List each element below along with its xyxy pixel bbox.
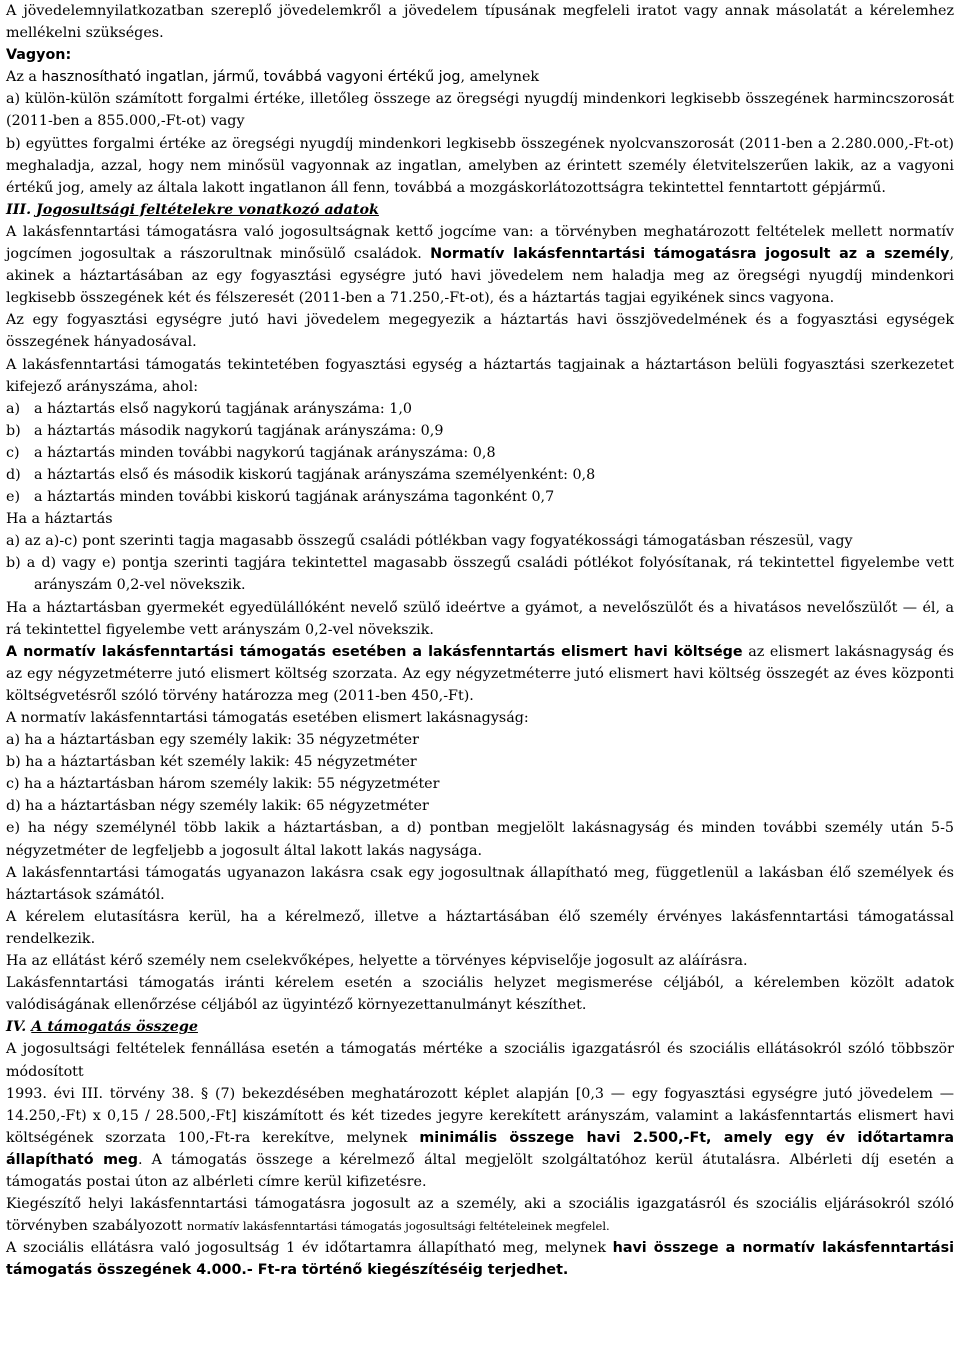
keplet-paragraph xyxy=(6,1083,954,1193)
kiegeszito-small-text: normatív lakásfenntartási támogatás jogosultsági feltételeinek megfelel. xyxy=(186,1219,610,1234)
havi-osszeg-emphasis: havi összege a normatív lakásfenntartási támogatás összegének 4.000.- Ft-ra történő kiegészítéséig terjedhet. xyxy=(6,1240,954,1279)
idotartam-paragraph xyxy=(6,1237,954,1281)
normativ-jogosult-emphasis: Normatív lakásfenntartási támogatásra jogosult az a személy xyxy=(430,246,950,263)
elismert-koltseg-emphasis: A normatív lakásfenntartási támogatás esetében a lakásfenntartás elismert havi költsége xyxy=(6,643,743,660)
intro-paragraph: A jövedelemnyilatkozatban szereplő jövedelemkről a jövedelem típusának megfeleli iratot vagy annak másolatát a kérelemhez mellékelni szükséges. xyxy=(6,3,954,42)
ratio-marker: b) xyxy=(6,422,21,439)
kornyezettanulmany-paragraph: Lakásfenntartási támogatás iránti kérelem esetén a szociális helyzet megismerése céljából, a kérelemben közölt adatok valódiságának ellenőrzése céljából az ügyintéző környezettanulmányt készíthet. xyxy=(6,975,954,1014)
vagyon-lead-a: Az a xyxy=(6,69,37,86)
vagyon-item-b: b) együttes forgalmi értéke az öregségi nyugdíj mindenkori legkisebb összegének nyolcvanszorosát (2011-ben a 2.280.000,-Ft-ot) meghaladja, azzal, hogy nem minősül vagyonnak az ingatlan, amelyben az érintett személy életvitelszerűen lakik, az a vagyoni értékű jog, amely az általa lakott ingatlanon áll fenn, továbbá a mozgáskorlátozottságra tekintettel fenntartott gépjármű. xyxy=(6,135,954,196)
size-item: b) ha a háztartásban két személy lakik: 45 négyzetméter xyxy=(6,754,417,771)
jogcim-paragraph xyxy=(6,221,954,309)
size-list xyxy=(6,729,954,862)
ha-haztartas: Ha a háztartás xyxy=(6,511,113,528)
elutasitas-paragraph: A kérelem elutasításra kerül, ha a kérelmező, illetve a háztartásában élő személy érvényes lakásfenntartási támogatással rendelkezik. xyxy=(6,908,954,947)
ratio-item xyxy=(6,398,954,420)
ratio-text: a háztartás minden további kiskorú tagjának arányszáma tagonként 0,7 xyxy=(34,489,555,506)
egyedulallo-paragraph: Ha a háztartásban gyermekét egyedülállóként nevelő szülő ideértve a gyámot, a nevelőszülőt és a hivatásos nevelőszülőt — él, a rá tekintettel figyelembe vett arányszám 0,2-vel növekszik. xyxy=(6,599,954,638)
fogyasztasi-egyseg-paragraph: Az egy fogyasztási egységre jutó havi jövedelem megegyezik a háztartás havi összjövedelmének és a fogyasztási egységek összegének hányadosával. xyxy=(6,312,954,351)
ratio-text: a háztartás első nagykorú tagjának arányszáma: 1,0 xyxy=(34,400,412,417)
ha-item-a: a) az a)-c) pont szerinti tagja magasabb összegű családi pótlékban vagy fogyatékossági támogatásban részesül, vagy xyxy=(6,533,853,550)
vagyon-lead-c: , amelynek xyxy=(460,69,540,86)
ratio-item xyxy=(6,420,954,442)
size-item: c) ha a háztartásban három személy lakik: 55 négyzetméter xyxy=(6,776,440,793)
normativ-jogosult-text: , akinek a háztartásában az egy fogyasztási egységre jutó havi jövedelem nem haladja meg az öregségi nyugdíj mindenkori legkisebb összegének két és félszeresét (2011-ben a 71.250,-Ft-ot), és a háztartás tagjai egyikének sincs vagyona. xyxy=(6,246,954,307)
ratio-marker: e) xyxy=(6,489,21,506)
section-iii-number: III. xyxy=(6,201,32,218)
section-iii-title: Jogosultsági feltételekre vonatkozó adatok xyxy=(36,201,379,218)
minimalis-osszeg-emphasis: minimális összege havi 2.500,-Ft, amely egy év időtartamra állapítható meg xyxy=(6,1129,954,1168)
size-item: d) ha a háztartásban négy személy lakik: 65 négyzetméter xyxy=(6,798,429,815)
elismert-koltseg-paragraph xyxy=(6,641,954,707)
vagyon-lead-b: hasznosítható ingatlan, jármű, továbbá vagyoni értékű jog xyxy=(41,69,461,86)
section-iv xyxy=(6,1016,954,1281)
section-iv-title: A támogatás összege xyxy=(31,1019,198,1036)
kiegeszito-paragraph xyxy=(6,1193,954,1237)
ratio-text: a háztartás minden további nagykorú tagjának arányszáma: 0,8 xyxy=(34,444,496,461)
atutalas-text: . A támogatás összege a kérelmező által megjelölt szolgáltatóhoz kerül átutalásra. Albérleti díj esetén a támogatás postai úton az albérleti címre kerül kifizetésre. xyxy=(6,1151,954,1190)
ratio-item xyxy=(6,486,954,508)
ha-item-b: b) a d) vagy e) pontja szerinti tagjára tekintettel magasabb összegű családi pótlékot folyósítanak, rá tekintettel figyelembe vett arányszám 0,2-vel növekszik. xyxy=(6,555,954,594)
egy-jogosult-paragraph: A lakásfenntartási támogatás ugyanazon lakásra csak egy jogosultnak állapítható meg, függetlenül a lakásban élő személyek és háztartások számától. xyxy=(6,864,954,903)
vagyon-section xyxy=(6,44,954,199)
ratio-text: a háztartás első és második kiskorú tagjának arányszáma személyenként: 0,8 xyxy=(34,466,596,483)
mertek-paragraph: A jogosultsági feltételek fennállása esetén a támogatás mértéke a szociális igazgatásról és szociális ellátásokról szóló többször módosított xyxy=(6,1041,954,1080)
kiegeszito-text: Kiegészítő helyi lakásfenntartási támogatásra jogosult az a személy, aki a szociális igazgatásról és szociális eljárásokról szóló törvényben szabályozott xyxy=(6,1196,954,1235)
ratio-marker: d) xyxy=(6,466,21,483)
ratio-list xyxy=(6,398,954,508)
section-iii xyxy=(6,199,954,1016)
jogcim-text: A lakásfenntartási támogatásra való jogosultságnak kettő jogcíme van: a törvényben meghatározott feltételek mellett normatív jogcímen jogosultak a rászorultnak minősülő családok. xyxy=(6,223,954,263)
vagyon-item-a: a) külön-külön számított forgalmi értéke, illetőleg összege az öregségi nyugdíj mindenkori legkisebb összegének harmincszorosát (2011-ben a 855.000,-Ft-ot) vagy xyxy=(6,91,954,130)
section-iv-number: IV. xyxy=(6,1019,27,1036)
ratio-marker: a) xyxy=(6,400,21,417)
ratio-item xyxy=(6,442,954,464)
elismert-koltseg-text: az elismert lakásnagyság és az egy négyzetméterre jutó elismert költség szorzata. Az egy négyzetméterre jutó elismert havi költség összegét az éves központi költségvetésről szóló törvény határozza meg (2011-ben 450,-Ft). xyxy=(6,643,954,704)
size-item: e) ha négy személynél több lakik a háztartásban, a d) pontban megjelölt lakásnagyság és minden további személy után 5-5 négyzetméter de legfeljebb a jogosult által lakott lakás nagysága. xyxy=(6,820,954,859)
ratio-marker: c) xyxy=(6,444,20,461)
kepviselo-paragraph: Ha az ellátást kérő személy nem cselekvőképes, helyette a törvényes képviselője jogosult az aláírásra. xyxy=(6,953,748,970)
ratio-item xyxy=(6,464,954,486)
keplet-text: 1993. évi III. törvény 38. § (7) bekezdésében meghatározott képlet alapján [0,3 — egy fogyasztási egységre jutó jövedelem — 14.250,-Ft) x 0,15 / 28.500,-Ft] kiszámított és két tizedes jegyre kerekített arányszám, valamint a lakásfenntartás elismert havi költségének szorzata 100,-Ft-ra kerekítve, melynek xyxy=(6,1085,954,1146)
size-item: a) ha a háztartásban egy személy lakik: 35 négyzetméter xyxy=(6,732,419,749)
idotartam-text: A szociális ellátásra való jogosultság 1 év időtartamra állapítható meg, melynek xyxy=(6,1240,607,1257)
lakasnagysag-intro: A normatív lakásfenntartási támogatás esetében elismert lakásnagyság: xyxy=(6,710,529,726)
ratio-text: a háztartás második nagykorú tagjának arányszáma: 0,9 xyxy=(34,422,444,439)
section-iii-heading xyxy=(6,199,954,221)
vagyon-label: Vagyon: xyxy=(6,47,72,64)
vagyon-lead xyxy=(6,66,954,88)
aranyszam-intro: A lakásfenntartási támogatás tekintetében fogyasztási egység a háztartás tagjainak a háztartáson belüli fogyasztási szerkezetet kifejező arányszáma, ahol: xyxy=(6,356,954,395)
section-iv-heading xyxy=(6,1016,954,1038)
